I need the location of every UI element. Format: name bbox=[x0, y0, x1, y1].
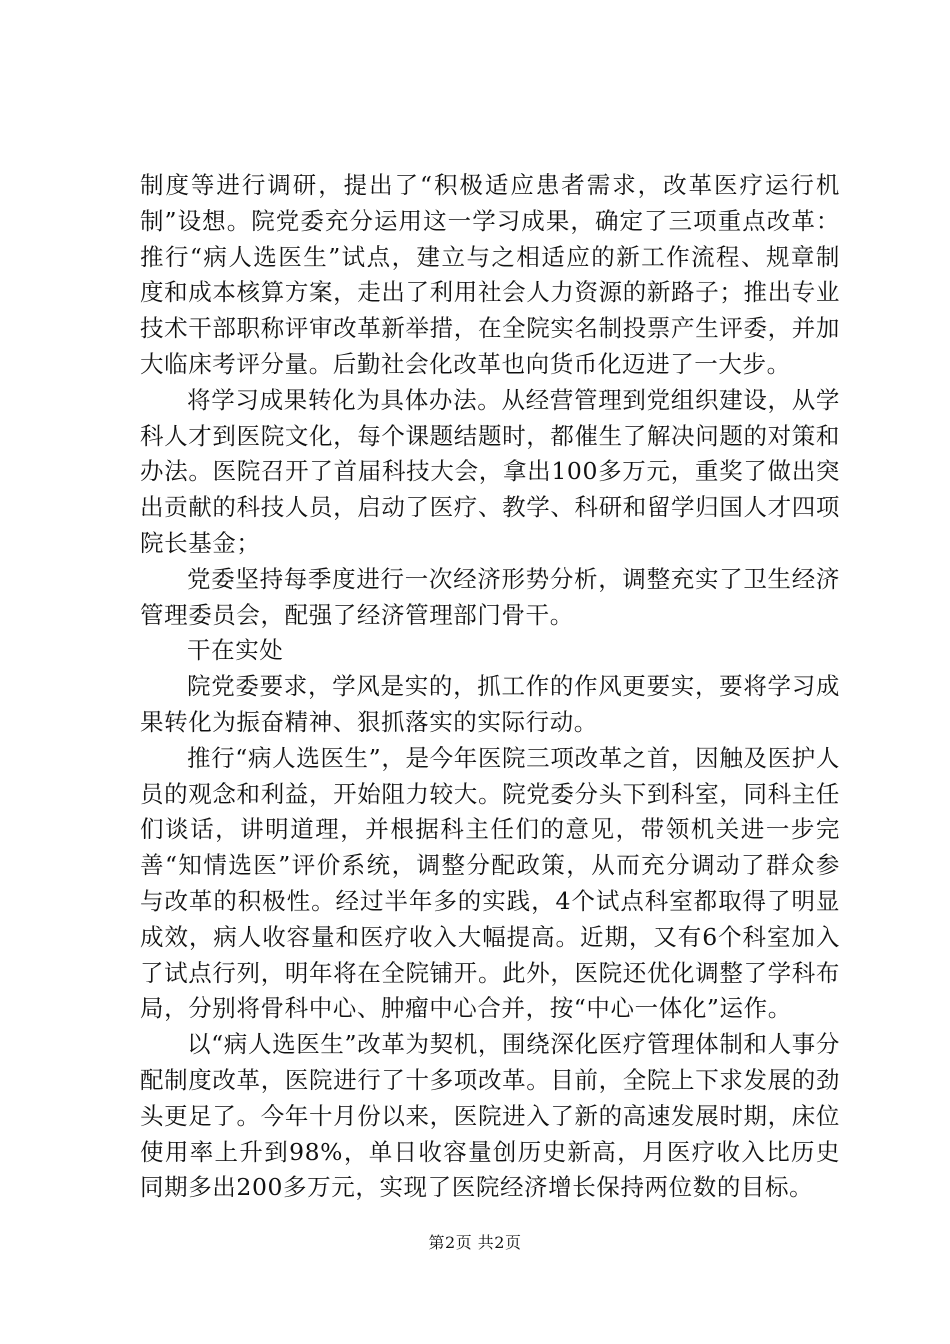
paragraph-4: 院党委要求，学风是实的，抓工作的作风更要实，要将学习成果转化为振奋精神、狠抓落实的实际行动。 bbox=[140, 672, 840, 736]
paragraph-2: 将学习成果转化为具体办法。从经营管理到党组织建设，从学科人才到医院文化，每个课题结题时，都催生了解决问题的对策和办法。医院召开了首届科技大会，拿出100多万元，重奖了做出突出贡献的科技人员，启动了医疗、教学、科研和留学归国人才四项院长基金； bbox=[140, 385, 840, 557]
section-heading: 干在实处 bbox=[187, 636, 284, 665]
paragraph-6: 以“病人选医生”改革为契机，围绕深化医疗管理体制和人事分配制度改革，医院进行了十多项改革。目前，全院上下求发展的劲头更足了。今年十月份以来，医院进入了新的高速发展时期，床位使用率上升到98%，单日收容量创历史新高，月医疗收入比历史同期多出200多万元，实现了医院经济增长保持两位数的目标。 bbox=[140, 1030, 840, 1202]
paragraph-5: 推行“病人选医生”，是今年医院三项改革之首，因触及医护人员的观念和利益，开始阻力较大。院党委分头下到科室，同科主任们谈话，讲明道理，并根据科主任们的意见，带领机关进一步完善“知情选医”评价系统，调整分配政策，从而充分调动了群众参与改革的积极性。经过半年多的实践，4个试点科室都取得了明显成效，病人收容量和医疗收入大幅提高。近期，又有6个科室加入了试点行列，明年将在全院铺开。此外，医院还优化调整了学科布局，分别将骨科中心、肿瘤中心合并，按“中心一体化”运作。 bbox=[140, 743, 840, 1023]
paragraph-3: 党委坚持每季度进行一次经济形势分析，调整充实了卫生经济管理委员会，配强了经济管理部门骨干。 bbox=[140, 564, 840, 629]
page-footer: 第2页 共2页 bbox=[428, 1233, 522, 1252]
paragraph-1: 制度等进行调研，提出了“积极适应患者需求，改革医疗运行机制”设想。院党委充分运用这一学习成果，确定了三项重点改革：推行“病人选医生”试点，建立与之相适应的新工作流程、规章制度和成本核算方案，走出了利用社会人力资源的新路子；推出专业技术干部职称评审改革新举措，在全院实名制投票产生评委，并加大临床考评分量。后勤社会化改革也向货币化迈进了一大步。 bbox=[140, 171, 840, 378]
document-body bbox=[140, 168, 840, 1206]
